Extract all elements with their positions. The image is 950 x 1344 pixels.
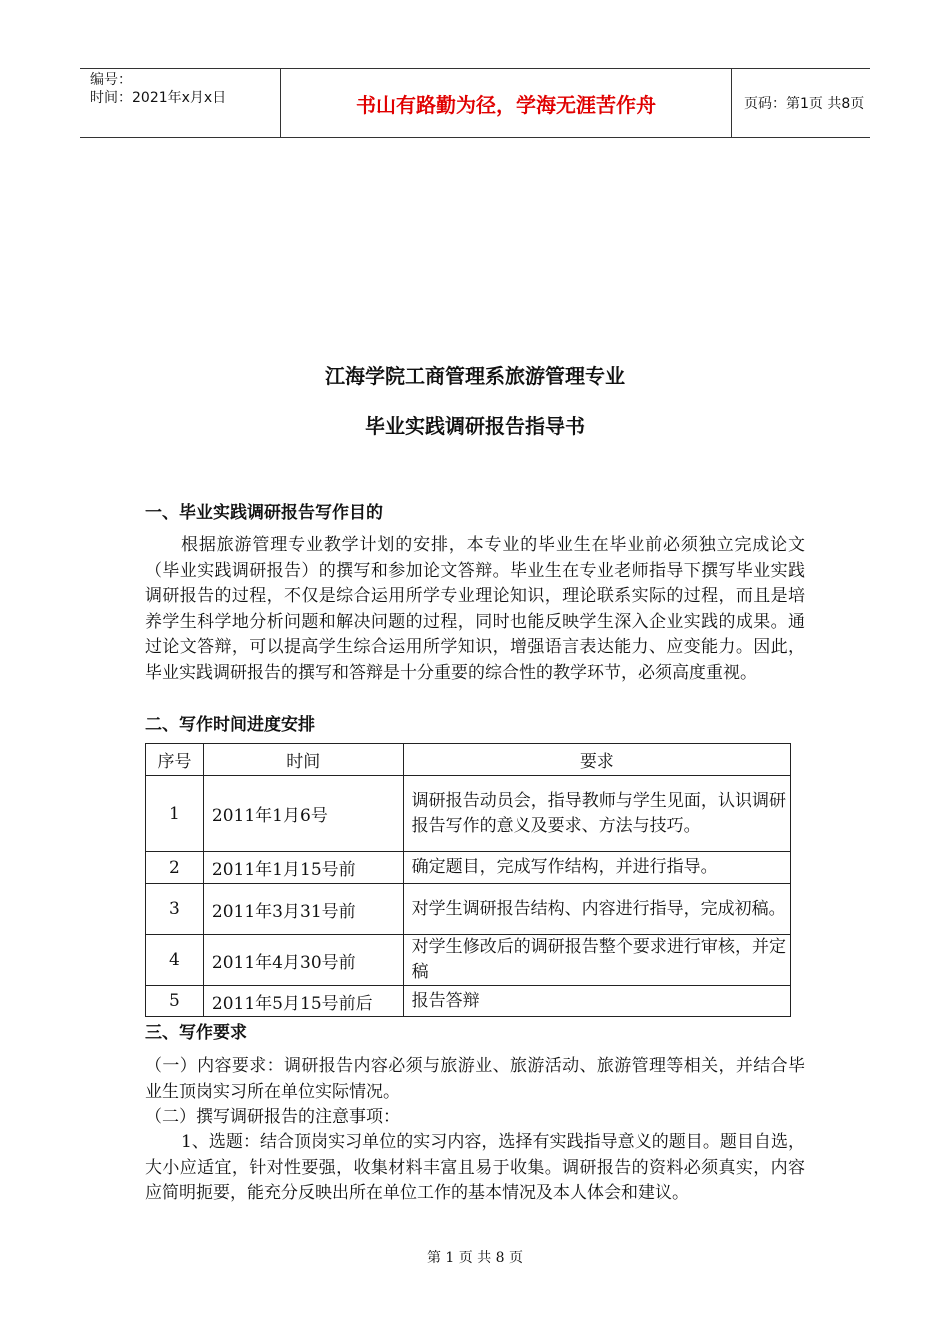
column-header-requirement: 要求 — [403, 744, 790, 776]
table-header-row — [146, 744, 791, 776]
document-title-line2: 毕业实践调研报告指导书 — [365, 414, 585, 438]
table-row — [146, 986, 791, 1017]
section3-heading: 三、写作要求 — [145, 1023, 247, 1043]
section1-heading: 一、毕业实践调研报告写作目的 — [145, 503, 383, 523]
row-requirement: 调研报告动员会，指导教师与学生见面，认识调研报告写作的意义及要求、方法与技巧。 — [403, 776, 790, 852]
page-header — [80, 68, 870, 138]
row-time: 2011年3月31号前 — [203, 884, 403, 935]
number-label: 编号： — [90, 72, 132, 88]
column-header-no: 序号 — [146, 744, 204, 776]
row-requirement: 对学生修改后的调研报告整个要求进行审核，并定稿 — [403, 935, 790, 986]
row-requirement: 对学生调研报告结构、内容进行指导，完成初稿。 — [403, 884, 790, 935]
row-no: 5 — [146, 986, 204, 1017]
column-header-time: 时间 — [203, 744, 403, 776]
date-label: 时间：2021年x月x日 — [90, 90, 227, 106]
section1-paragraph: 根据旅游管理专业教学计划的安排，本专业的毕业生在毕业前必须独立完成论文（毕业实践调研报告）的撰写和参加论文答辩。毕业生在专业老师指导下撰写毕业实践调研报告的过程，不仅是综合运用所学专业理论知识，理论联系实际的过程，而且是培养学生科学地分析问题和解决问题的过程，同时也能反映学生深入企业实践的成果。通过论文答辩，可以提高学生综合运用所学知识，增强语言表达能力、应变能力。因此，毕业实践调研报告的撰写和答辩是十分重要的综合性的教学环节，必须高度重视。 — [145, 535, 805, 683]
table-row — [146, 935, 791, 986]
row-time: 2011年4月30号前 — [203, 935, 403, 986]
table-row — [146, 776, 791, 852]
row-time: 2011年5月15号前后 — [203, 986, 403, 1017]
row-no: 1 — [146, 776, 204, 852]
row-no: 4 — [146, 935, 204, 986]
section2-heading: 二、写作时间进度安排 — [145, 715, 315, 735]
document-title-line1: 江海学院工商管理系旅游管理专业 — [325, 364, 625, 388]
section3-topic-selection: 1、选题：结合顶岗实习单位的实习内容，选择有实践指导意义的题目。题目自选，大小应适宜，针对性要强，收集材料丰富且易于收集。调研报告的资料必须真实，内容应简明扼要，能充分反映出所在单位工作的基本情况及本人体会和建议。 — [145, 1132, 805, 1203]
row-requirement: 确定题目，完成写作结构，并进行指导。 — [403, 852, 790, 884]
header-motto: 书山有路勤为径，学海无涯苦作舟 — [280, 69, 732, 137]
schedule-table — [145, 743, 791, 1017]
page-footer: 第 1 页 共 8 页 — [426, 1250, 524, 1266]
row-no: 2 — [146, 852, 204, 884]
row-time: 2011年1月15号前 — [203, 852, 403, 884]
section3-notes-heading: （二）撰写调研报告的注意事项： — [145, 1107, 400, 1127]
header-info — [80, 69, 280, 137]
table-row — [146, 852, 791, 884]
row-requirement: 报告答辩 — [403, 986, 790, 1017]
section3-content-requirement: （一）内容要求：调研报告内容必须与旅游业、旅游活动、旅游管理等相关，并结合毕业生顶岗实习所在单位实际情况。 — [145, 1056, 805, 1102]
table-row — [146, 884, 791, 935]
row-time: 2011年1月6号 — [203, 776, 403, 852]
header-page-label: 页码：第1页 共8页 — [744, 96, 865, 112]
row-no: 3 — [146, 884, 204, 935]
